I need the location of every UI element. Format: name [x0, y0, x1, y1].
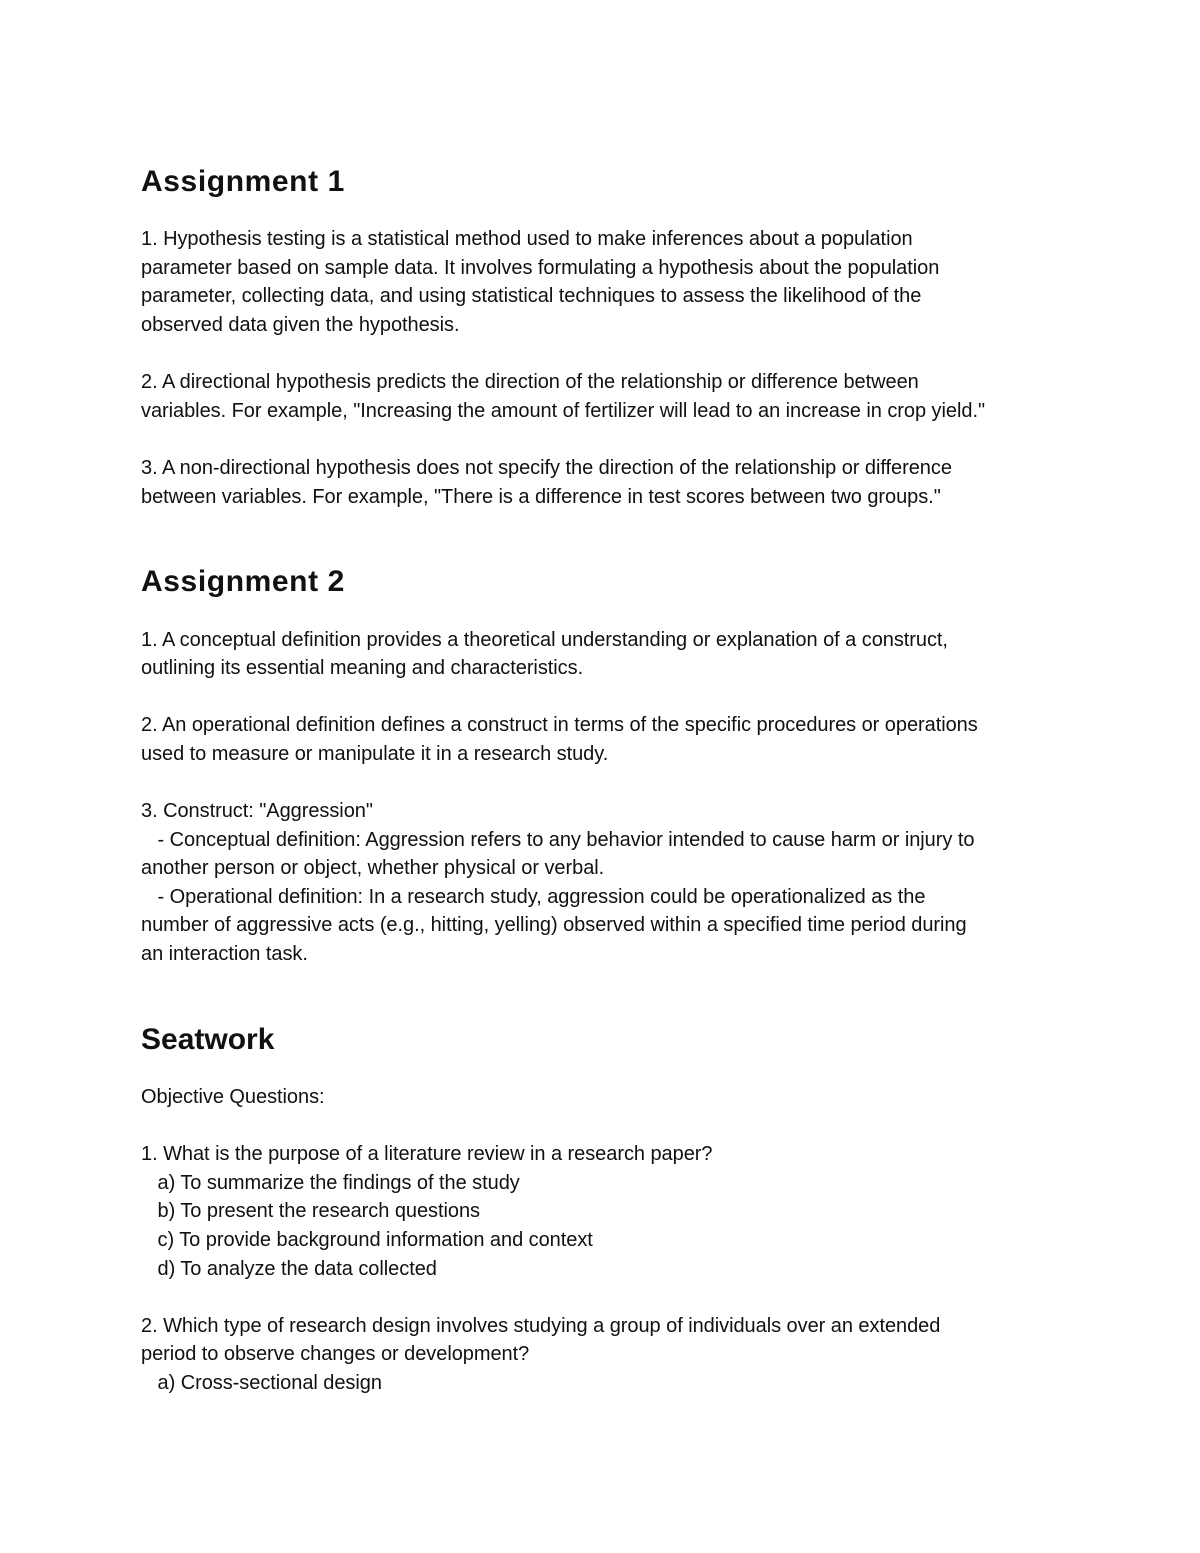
text-line: outlining its essential meaning and characteristics.: [141, 657, 584, 680]
text-line: - Conceptual definition: Aggression refers to any behavior intended to cause harm or injury to: [141, 828, 975, 851]
paragraph: [141, 797, 1141, 969]
text-line: another person or object, whether physical or verbal.: [141, 857, 605, 880]
answer-option: d) To analyze the data collected: [141, 1257, 437, 1280]
text-line: used to measure or manipulate it in a research study.: [141, 742, 609, 765]
text-line: number of aggressive acts (e.g., hitting, yelling) observed within a specified time period during: [141, 914, 967, 937]
text-line: parameter, collecting data, and using statistical techniques to assess the likelihood of the: [141, 285, 922, 308]
paragraph: [141, 1083, 1141, 1112]
text-line: an interaction task.: [141, 943, 308, 966]
text-line: 2. An operational definition defines a construct in terms of the specific procedures or operations: [141, 714, 978, 737]
text-line: Objective Questions:: [141, 1086, 325, 1108]
question-text: 1. What is the purpose of a literature review in a research paper?: [141, 1143, 713, 1166]
text-line: 3. A non-directional hypothesis does not specify the direction of the relationship or difference: [141, 456, 952, 479]
document-page: [141, 165, 1141, 1398]
text-line: 2. A directional hypothesis predicts the direction of the relationship or difference between: [141, 371, 919, 394]
section-heading-seatwork: Seatwork: [141, 1022, 275, 1056]
answer-option: a) To summarize the findings of the study: [141, 1171, 520, 1194]
paragraph: [141, 626, 1141, 683]
question-paragraph: [141, 1140, 1141, 1283]
paragraph: [141, 711, 1141, 768]
question-paragraph: [141, 1312, 1141, 1398]
paragraph: [141, 368, 1141, 425]
paragraph: [141, 225, 1141, 339]
text-line: parameter based on sample data. It involves formulating a hypothesis about the population: [141, 256, 940, 279]
question-text: period to observe changes or development?: [141, 1343, 530, 1366]
text-line: 3. Construct: "Aggression": [141, 800, 373, 823]
section-heading-assignment-2: Assignment 2: [141, 565, 345, 599]
text-line: - Operational definition: In a research study, aggression could be operationalized as the: [141, 885, 926, 908]
text-line: observed data given the hypothesis.: [141, 313, 460, 336]
paragraph: [141, 454, 1141, 511]
text-line: 1. Hypothesis testing is a statistical method used to make inferences about a population: [141, 228, 913, 251]
text-line: 1. A conceptual definition provides a theoretical understanding or explanation of a construct,: [141, 628, 948, 651]
answer-option: a) Cross-sectional design: [141, 1371, 382, 1394]
section-heading-assignment-1: Assignment 1: [141, 165, 345, 198]
question-text: 2. Which type of research design involves studying a group of individuals over an extended: [141, 1314, 941, 1337]
text-line: between variables. For example, "There is a difference in test scores between two groups.": [141, 485, 941, 508]
text-line: variables. For example, "Increasing the amount of fertilizer will lead to an increase in crop yield.": [141, 399, 985, 422]
answer-option: b) To present the research questions: [141, 1200, 480, 1223]
answer-option: c) To provide background information and context: [141, 1228, 593, 1251]
